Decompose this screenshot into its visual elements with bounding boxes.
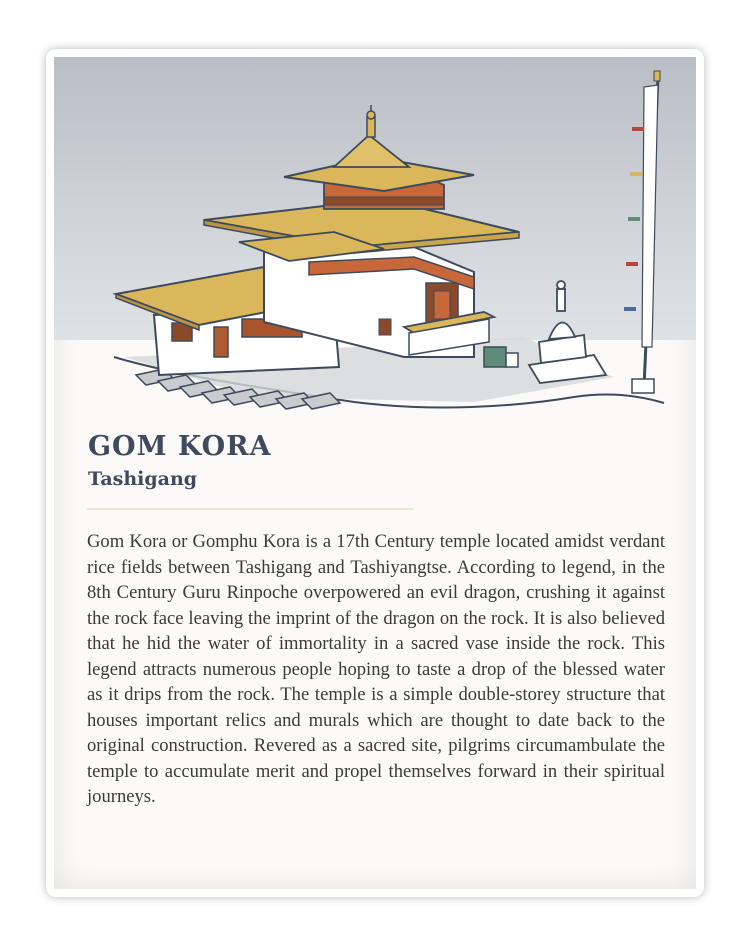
card-panel bbox=[54, 57, 696, 889]
place-title: GOM KORA bbox=[88, 431, 272, 462]
chorten bbox=[529, 281, 606, 383]
info-card bbox=[46, 49, 704, 897]
place-location: Tashigang bbox=[88, 468, 198, 490]
temple-illustration-icon bbox=[54, 57, 696, 417]
place-description: Gom Kora or Gomphu Kora is a 17th Century temple located amidst verdant rice fields between Tashigang and Tashiyangtse. According to legend, in the 8th Century Guru Rinpoche overpowered an evil dragon, crushing it against the rock face leaving the imprint of the dragon on the rock. It is also believed that he hid the water of immortality in a sacred vase inside the rock. This legend attracts numerous people hoping to taste a drop of the blessed water as it drips from the rock. The temple is a simple double-storey structure that houses important relics and murals which are thought to date back to the original construction. Revered as a sacred site, pilgrims circumambulate the temple to accumulate merit and propel themselves forward in their spiritual journeys. bbox=[87, 531, 665, 807]
prayer-flag-pole bbox=[624, 71, 660, 393]
divider bbox=[87, 508, 413, 510]
